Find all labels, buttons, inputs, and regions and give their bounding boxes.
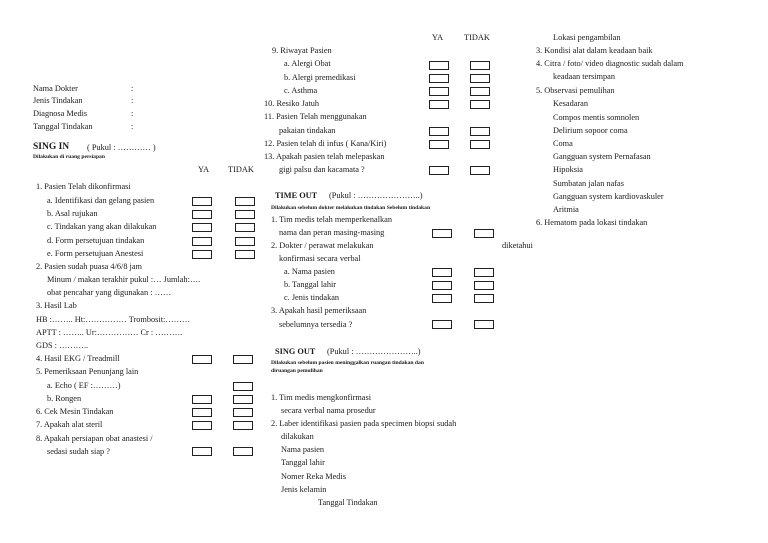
- ya-checkbox[interactable]: [429, 100, 449, 109]
- colon: :: [131, 84, 134, 93]
- time-out-title: TIME OUT: [275, 191, 318, 200]
- list-item: 6. Cek Mesin Tindakan: [36, 407, 114, 416]
- tidak-checkbox[interactable]: [235, 250, 255, 259]
- ya-checkbox[interactable]: [429, 61, 449, 70]
- list-item: Minum / makan terakhir pukul :… Jumlah:….: [47, 275, 201, 284]
- ya-checkbox[interactable]: [429, 127, 449, 136]
- list-item: 12. Pasien telah di infus ( Kana/Kiri): [264, 139, 387, 148]
- tidak-checkbox[interactable]: [474, 320, 494, 329]
- time-out-pukul: (Pukul : …………………..): [329, 191, 423, 200]
- sign-in-ya: YA: [198, 165, 210, 174]
- list-item: 3. Hasil Lab: [36, 301, 77, 310]
- list-item: Gangguan system Pernafasan: [553, 152, 651, 161]
- list-item: 2. Laber identifikasi pasien pada specimen biopsi sudah: [271, 419, 457, 428]
- list-item: Hipoksia: [553, 165, 583, 174]
- list-item: a. Nama pasien: [284, 267, 335, 276]
- list-item: konfirmasi secara verbal: [279, 254, 361, 263]
- list-item: 6. Hematom pada lokasi tindakan: [536, 218, 648, 227]
- list-item: Lokasi pengambilan: [553, 33, 621, 42]
- list-item: 13. Apakah pasien telah melepaskan: [264, 152, 385, 161]
- sign-out-pukul: (Pukul : …………………..): [327, 347, 421, 356]
- list-item: Jenis kelamin: [281, 485, 327, 494]
- list-item: b. Alergi premedikasi: [284, 73, 356, 82]
- ya-checkbox[interactable]: [432, 320, 452, 329]
- list-item: 1. Pasien Telah dikonfirmasi: [36, 182, 131, 191]
- header-ya: YA: [432, 33, 444, 42]
- tidak-checkbox[interactable]: [470, 100, 490, 109]
- list-item: a. Alergi Obat: [284, 59, 331, 68]
- header-tidak: TIDAK: [464, 33, 490, 42]
- colon: :: [131, 109, 134, 118]
- list-item: 3. Kondisi alat dalam keadaan baik: [536, 46, 653, 55]
- ya-checkbox[interactable]: [192, 197, 212, 206]
- tidak-checkbox[interactable]: [474, 268, 494, 277]
- list-item: dilakukan: [281, 432, 314, 441]
- list-item: 3. Apakah hasil pemeriksaan: [271, 306, 367, 315]
- sign-out-subtitle: Dilakukan sebelum pasien meninggalkan ruangan tindakan dan: [271, 360, 424, 366]
- list-item: 2. Dokter / perawat melakukan: [271, 241, 374, 250]
- list-item: d. Form persetujuan tindakan: [47, 236, 145, 245]
- list-item: 9. Riwayat Pasien: [272, 46, 332, 55]
- list-item: pakaian tindakan: [279, 126, 336, 135]
- list-item: secara verbal nama prosedur: [281, 406, 376, 415]
- list-item: HB :…….. Ht:…………… Trombosit:………: [36, 315, 191, 324]
- ya-checkbox[interactable]: [192, 210, 212, 219]
- tidak-checkbox[interactable]: [233, 408, 253, 417]
- tidak-checkbox[interactable]: [233, 395, 253, 404]
- tidak-checkbox[interactable]: [470, 140, 490, 149]
- nama-dokter-label: Nama Dokter: [33, 84, 78, 93]
- tidak-checkbox[interactable]: [235, 237, 255, 246]
- tidak-checkbox[interactable]: [233, 355, 253, 364]
- tidak-checkbox[interactable]: [235, 197, 255, 206]
- colon: :: [131, 122, 134, 131]
- diketahui-label: diketahui: [502, 241, 533, 250]
- list-item: a. Echo ( EF :………): [47, 381, 121, 390]
- list-item: Aritmia: [553, 205, 579, 214]
- tidak-checkbox[interactable]: [474, 281, 494, 290]
- tidak-checkbox[interactable]: [235, 223, 255, 232]
- list-item: Sumbatan jalan nafas: [553, 179, 624, 188]
- list-item: Nomer Reka Medis: [281, 472, 346, 481]
- ya-checkbox[interactable]: [432, 268, 452, 277]
- ya-checkbox[interactable]: [192, 408, 212, 417]
- list-item: GDS : ………..: [36, 341, 89, 350]
- list-item: Tanggal lahir: [281, 458, 325, 467]
- list-item: Delirium sopoor coma: [553, 126, 628, 135]
- ya-checkbox[interactable]: [429, 140, 449, 149]
- list-item: e. Form persetujuan Anestesi: [47, 249, 144, 258]
- list-item: b. Asal rujukan: [47, 209, 98, 218]
- list-item: keadaan tersimpan: [553, 72, 615, 81]
- tidak-checkbox[interactable]: [470, 127, 490, 136]
- ya-checkbox[interactable]: [432, 281, 452, 290]
- jenis-tindakan-label: Jenis Tindakan: [33, 96, 83, 105]
- list-item: b. Rongen: [47, 394, 82, 403]
- tanggal-tindakan-label: Tanggal Tindakan: [33, 122, 93, 131]
- list-item: 1. Tim medis telah memperkenalkan: [271, 215, 392, 224]
- ya-checkbox[interactable]: [429, 87, 449, 96]
- list-item: 5. Pemeriksaan Penunjang lain: [36, 367, 139, 376]
- ya-checkbox[interactable]: [192, 250, 212, 259]
- list-item: sedasi sudah siap ?: [47, 447, 110, 456]
- diagnosa-medis-label: Diagnosa Medis: [33, 109, 88, 118]
- list-item: c. Tindakan yang akan dilakukan: [47, 222, 157, 231]
- sign-in-tidak: TIDAK: [228, 165, 254, 174]
- list-item: Kesadaran: [553, 99, 589, 108]
- sign-in-title: SING IN: [33, 142, 70, 152]
- list-item: 2. Pasien sudah puasa 4/6/8 jam: [36, 262, 142, 271]
- ya-checkbox[interactable]: [192, 447, 212, 456]
- list-item: APTT : …….. Ur:…………… Cr : ……….: [36, 328, 183, 337]
- list-item: Nama pasien: [281, 445, 325, 454]
- ya-checkbox[interactable]: [192, 223, 212, 232]
- list-item: 1. Tim medis mengkonfirmasi: [271, 393, 372, 402]
- list-item: 5. Observasi pemulihan: [536, 86, 615, 95]
- ya-checkbox[interactable]: [192, 421, 212, 430]
- list-item: nama dan peran masing-masing: [279, 228, 385, 237]
- list-item: Coma: [553, 139, 573, 148]
- list-item: sebelumnya tersedia ?: [279, 320, 353, 329]
- tidak-checkbox[interactable]: [474, 229, 494, 238]
- sign-in-pukul: ( Pukul : ………… ): [87, 143, 156, 152]
- tidak-checkbox[interactable]: [470, 166, 490, 175]
- list-item: Tanggal Tindakan: [318, 498, 378, 507]
- colon: :: [131, 96, 134, 105]
- ya-checkbox[interactable]: [429, 166, 449, 175]
- tidak-checkbox[interactable]: [233, 421, 253, 430]
- ya-checkbox[interactable]: [432, 229, 452, 238]
- sign-out-subtitle: diruangan pemulihan: [271, 368, 323, 374]
- ya-checkbox[interactable]: [432, 294, 452, 303]
- tidak-checkbox[interactable]: [470, 74, 490, 83]
- ya-checkbox[interactable]: [192, 237, 212, 246]
- sign-out-title: SING OUT: [275, 347, 316, 356]
- time-out-subtitle: Dilakukan sebelum dokter melakukan tindakan Sebelum tindakan: [271, 205, 431, 211]
- ya-checkbox[interactable]: [192, 355, 212, 364]
- list-item: c. Jenis tindakan: [284, 293, 340, 302]
- sign-in-subtitle: Dilakukan di ruang persiapan: [33, 154, 105, 160]
- tidak-checkbox[interactable]: [233, 447, 253, 456]
- tidak-checkbox[interactable]: [474, 294, 494, 303]
- list-item: c. Asthma: [284, 86, 318, 95]
- list-item: gigi palsu dan kacamata ?: [279, 165, 365, 174]
- ya-checkbox[interactable]: [429, 74, 449, 83]
- list-item: Gangguan system kardiovaskuler: [553, 192, 664, 201]
- list-item: 8. Apakah persiapan obat anastesi /: [36, 434, 153, 443]
- list-item: obat pencahar yang digunakan : ……: [47, 288, 172, 297]
- tidak-checkbox[interactable]: [233, 382, 253, 391]
- list-item: 7. Apakah alat steril: [36, 420, 103, 429]
- tidak-checkbox[interactable]: [470, 61, 490, 70]
- list-item: a. Identifikasi dan gelang pasien: [47, 196, 155, 205]
- ya-checkbox[interactable]: [192, 395, 212, 404]
- tidak-checkbox[interactable]: [470, 87, 490, 96]
- list-item: 4. Hasil EKG / Treadmill: [36, 354, 120, 363]
- list-item: 10. Resiko Jatuh: [264, 99, 320, 108]
- list-item: Compos mentis somnolen: [553, 113, 640, 122]
- tidak-checkbox[interactable]: [235, 210, 255, 219]
- list-item: 11. Pasien Telah menggunakan: [264, 112, 367, 121]
- list-item: 4. Citra / foto/ video diagnostic sudah dalam: [536, 59, 684, 68]
- list-item: b. Tanggal lahir: [284, 280, 337, 289]
